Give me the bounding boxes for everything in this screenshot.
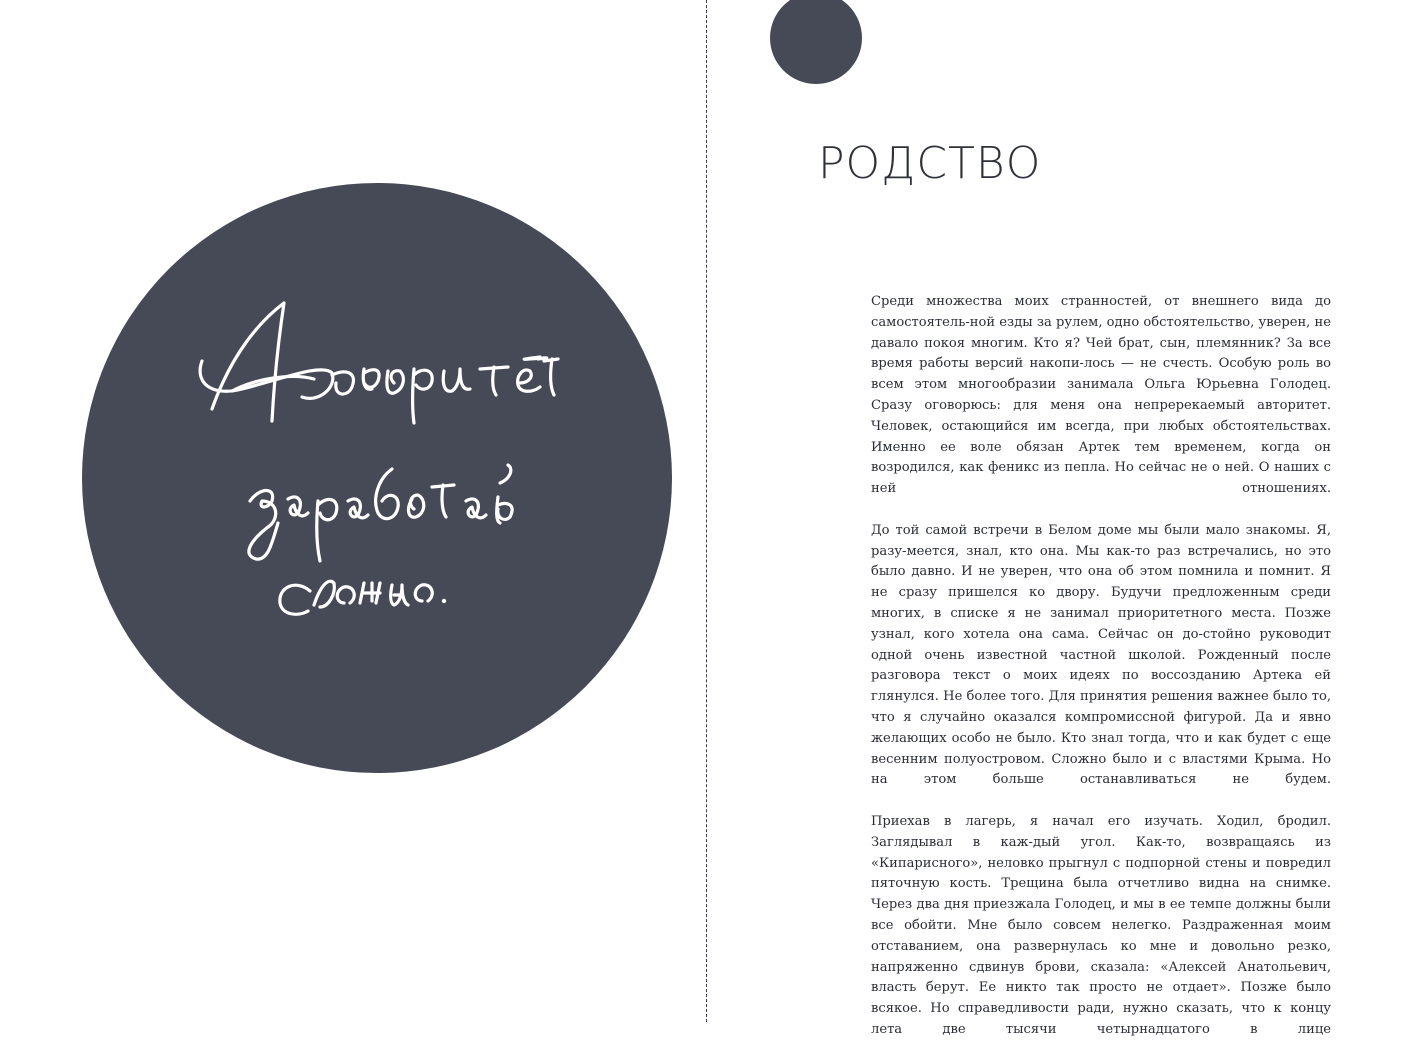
right-page <box>708 0 1410 1037</box>
page-fold-divider <box>706 0 707 1022</box>
paragraph-3: Приехав в лагерь, я начал его изучать. Ходил, бродил. Заглядывал в каж-дый угол. Как-то, возвращаясь из «Кипарисного», неловко прыгнул с подпорной стены и повредил пяточную кость. Трещина была отчетливо видна на снимке. Через два дня приезжала Голодец, и мы в ее темпе должны были все обойти. Мне было совсем нелегко. Раздраженная моим отставанием, она развернулась ко мне и довольно резко, напряженно сдвинув брови, сказала: «Алексей Анатольевич, власть берут. Ее никто так просто не отдает». Позже было всякое. Но справедливости ради, нужно сказать, что к концу лета две тысячи четырнадцатого в лице <box>871 813 1331 1037</box>
left-page <box>0 0 706 1022</box>
handwritten-quote-artwork <box>82 183 672 773</box>
quote-circle <box>82 183 672 773</box>
accent-circle <box>770 0 862 84</box>
paragraph-1: Среди множества моих странностей, от внешнего вида до самостоятель-ной езды за рулем, одно обстоятельство, уверен, не давало покоя многим. Кто я? Чей брат, сын, племянник? За все время работы версий накопи-лось — не счесть. Особую роль во всем этом многообразии занимала Ольга Юрьевна Голодец. Сразу оговорюсь: для меня она непререкаемый авторитет. Человек, остающийся им всегда, при любых обстоятельствах. Именно ее воле обязан Артек тем временем, когда он возродился, как феникс из пепла. Но сейчас не о ней. О наших с ней отношениях. <box>871 294 1331 497</box>
paragraph-2: До той самой встречи в Белом доме мы были мало знакомы. Я, разу-меется, знал, кто она. Мы как-то раз встречались, но это было давно. И не уверен, что она об этом помнила и помнит. Я не сразу пришелся ко двору. Будучи предложенным среди многих, в списке я не занимал приоритетного места. Позже узнал, кого хотела она сама. Сейчас он до-стойно руководит одной очень известной частной школой. Рожденный после разговора текст о моих идеях по воссозданию Артека ей глянулся. Не более того. Для принятия решения важнее было то, что я случайно оказался компромиссной фигурой. Да и явно желающих особо не было. Кто знал тогда, что и как будет с еще весенним полуостровом. Сложно было и с властями Крыма. Но на этом больше останавливаться не будем. <box>871 522 1331 788</box>
chapter-title: РОДСТВО <box>818 138 1042 189</box>
body-text <box>871 292 1331 1041</box>
